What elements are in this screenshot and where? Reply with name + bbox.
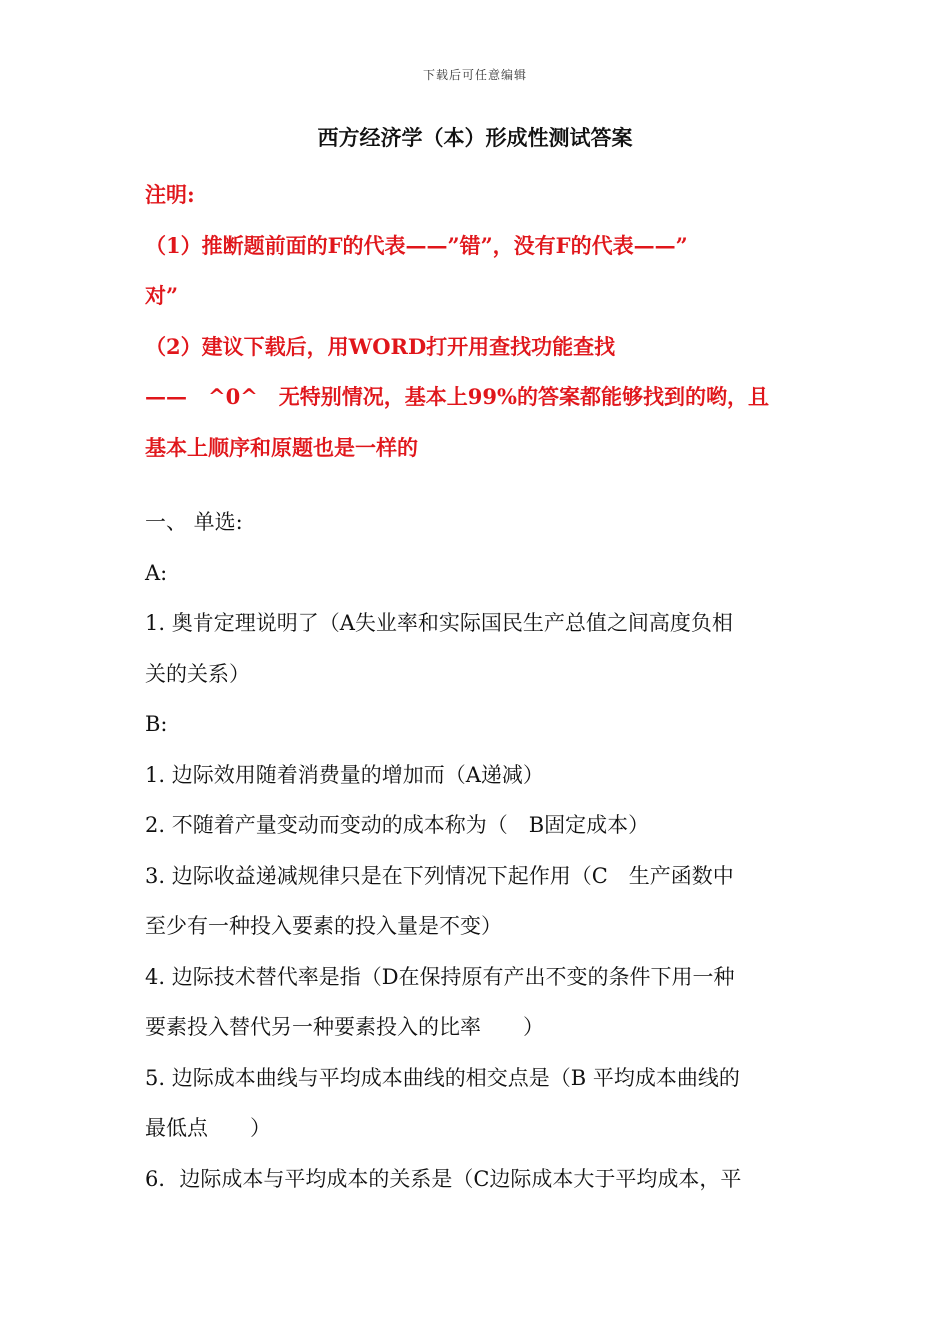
question-b6-line1: 6．边际成本与平均成本的关系是（C边际成本大于平均成本，平 xyxy=(145,1166,742,1191)
question-b3-line1: 3. 边际收益递减规律只是在下列情况下起作用（C 生产函数中 xyxy=(145,863,734,888)
group-label-a: A: xyxy=(145,560,168,585)
page-header-note: 下载后可任意编辑 xyxy=(422,68,527,82)
question-a1-line1: 1. 奥肯定理说明了（A失业率和实际国民生产总值之间高度负相 xyxy=(145,611,733,635)
question-b2: 2. 不随着产量变动而变动的成本称为（ B固定成本） xyxy=(145,813,650,837)
question-b1: 1. 边际效用随着消费量的增加而（A递减） xyxy=(145,762,544,787)
note-line-3b: 基本上顺序和原题也是一样的 xyxy=(145,434,418,460)
question-b4-line1: 4. 边际技术替代率是指（D在保持原有产出不变的条件下用一种 xyxy=(145,964,735,989)
document-title: 西方经济学（本）形成性测试答案 xyxy=(317,125,633,150)
note-line-3a: —— ^0^ 无特别情况，基本上99%的答案都能够找到的哟，且 xyxy=(145,384,769,409)
note-line-1b: 对” xyxy=(145,283,179,308)
notes-heading: 注明: xyxy=(145,182,195,207)
note-line-1a: （1）推断题前面的F的代表——”错”，没有F的代表——” xyxy=(145,232,688,258)
question-b5-line1: 5. 边际成本曲线与平均成本曲线的相交点是（B 平均成本曲线的 xyxy=(145,1065,740,1090)
group-label-b: B: xyxy=(145,712,168,736)
answers-section xyxy=(145,497,815,1204)
section-heading: 一、 单选: xyxy=(145,510,243,534)
question-a1-line2: 关的关系） xyxy=(145,661,250,686)
question-b4-line2: 要素投入替代另一种要素投入的比率 ） xyxy=(145,1015,544,1039)
question-b5-line2: 最低点 ） xyxy=(145,1116,271,1140)
notes-block xyxy=(145,170,815,473)
note-line-2: （2）建议下载后，用WORD打开用查找功能查找 xyxy=(145,333,616,359)
question-b3-line2: 至少有一种投入要素的投入量是不变） xyxy=(145,914,502,938)
